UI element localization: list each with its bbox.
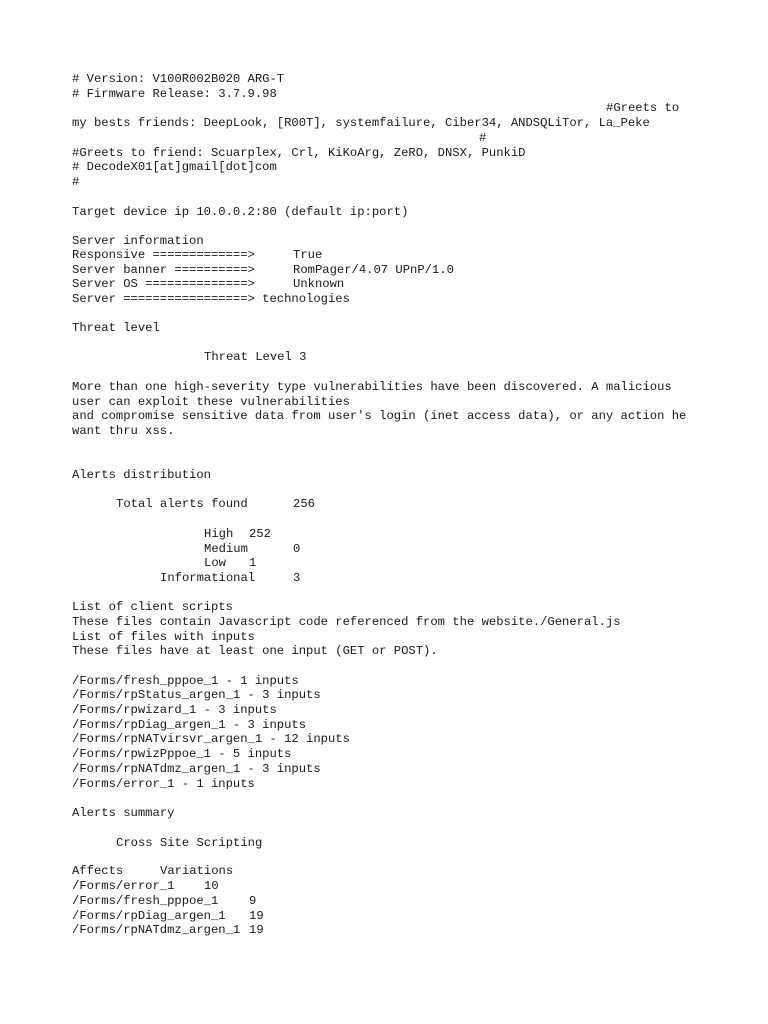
summary-row-path: /Forms/rpNATdmz_argen_1 — [72, 923, 241, 937]
version-line: # Version: V100R002B020 ARG-T — [72, 72, 285, 86]
scripts-desc: These files contain Javascript code referenced from the website./General.js — [72, 615, 621, 629]
summary-row-path: /Forms/fresh_pppoe_1 — [72, 894, 219, 908]
summary-row-path: /Forms/rpDiag_argen_1 — [72, 909, 226, 923]
total-alerts-value: 256 — [293, 497, 315, 511]
total-alerts-label: Total alerts found — [116, 497, 248, 511]
low-value: 1 — [249, 556, 257, 570]
medium-label: Medium — [204, 542, 248, 556]
summary-row-count: 19 — [249, 923, 264, 937]
friends-line: my bests friends: DeepLook, [R00T], systemfailure, Ciber34, ANDSQLiTor, La_Peke — [72, 116, 650, 130]
summary-row-count: 9 — [249, 894, 257, 908]
high-value: 252 — [249, 527, 271, 541]
hash-end: # — [72, 175, 80, 189]
file-item: /Forms/rpwizard_1 - 3 inputs — [72, 703, 277, 717]
summary-row-count: 19 — [249, 909, 264, 923]
file-item: /Forms/rpwizPppoe_1 - 5 inputs — [72, 747, 292, 761]
hash-mid: # — [479, 131, 487, 145]
summary-category: Cross Site Scripting — [116, 836, 263, 850]
scripts-title: List of client scripts — [72, 600, 233, 614]
server-row-value: RomPager/4.07 UPnP/1.0 — [293, 263, 454, 277]
greets-tail: #Greets to — [606, 101, 680, 115]
threat-description-2: and compromise sensitive data from user's login (inet access data), or any action he want thru xss. — [72, 409, 687, 438]
server-row-value: Unknown — [293, 277, 345, 291]
file-item: /Forms/error_1 - 1 inputs — [72, 777, 255, 791]
alerts-title: Alerts distribution — [72, 468, 211, 482]
variations-header: Variations — [160, 864, 234, 878]
file-item: /Forms/rpDiag_argen_1 - 3 inputs — [72, 718, 307, 732]
file-item: /Forms/fresh_pppoe_1 - 1 inputs — [72, 674, 299, 688]
info-label: Informational — [160, 571, 256, 585]
threat-description: More than one high-severity type vulnerabilities have been discovered. A malicious user can exploit these vulnerabilities — [72, 380, 672, 409]
summary-row-count: 10 — [204, 879, 219, 893]
summary-row-path: /Forms/error_1 — [72, 879, 175, 893]
high-label: High — [204, 527, 234, 541]
server-row-label: Server OS ==============> — [72, 277, 255, 291]
file-item: /Forms/rpNATvirsvr_argen_1 - 12 inputs — [72, 732, 350, 746]
summary-title: Alerts summary — [72, 806, 175, 820]
greets-friend-line: #Greets to friend: Scuarplex, Crl, KiKoArg, ZeRO, DNSX, PunkiD — [72, 146, 526, 160]
inputs-desc: These files have at least one input (GET or POST). — [72, 644, 438, 658]
server-row-label: Server banner ==========> — [72, 263, 255, 277]
server-row-value: True — [293, 248, 323, 262]
contact-line: # DecodeX01[at]gmail[dot]com — [72, 160, 277, 174]
info-value: 3 — [293, 571, 301, 585]
file-item: /Forms/rpStatus_argen_1 - 3 inputs — [72, 688, 321, 702]
server-title: Server information — [72, 234, 204, 248]
threat-level-value: Threat Level 3 — [204, 350, 307, 364]
affects-header: Affects — [72, 864, 124, 878]
low-label: Low — [204, 556, 226, 570]
server-row-label: Responsive =============> — [72, 248, 255, 262]
inputs-title: List of files with inputs — [72, 630, 255, 644]
server-tech-line: Server =================> technologies — [72, 292, 350, 306]
file-item: /Forms/rpNATdmz_argen_1 - 3 inputs — [72, 762, 321, 776]
threat-title: Threat level — [72, 321, 160, 335]
target-line: Target device ip 10.0.0.2:80 (default ip:port) — [72, 205, 409, 219]
medium-value: 0 — [293, 542, 301, 556]
firmware-line: # Firmware Release: 3.7.9.98 — [72, 87, 277, 101]
